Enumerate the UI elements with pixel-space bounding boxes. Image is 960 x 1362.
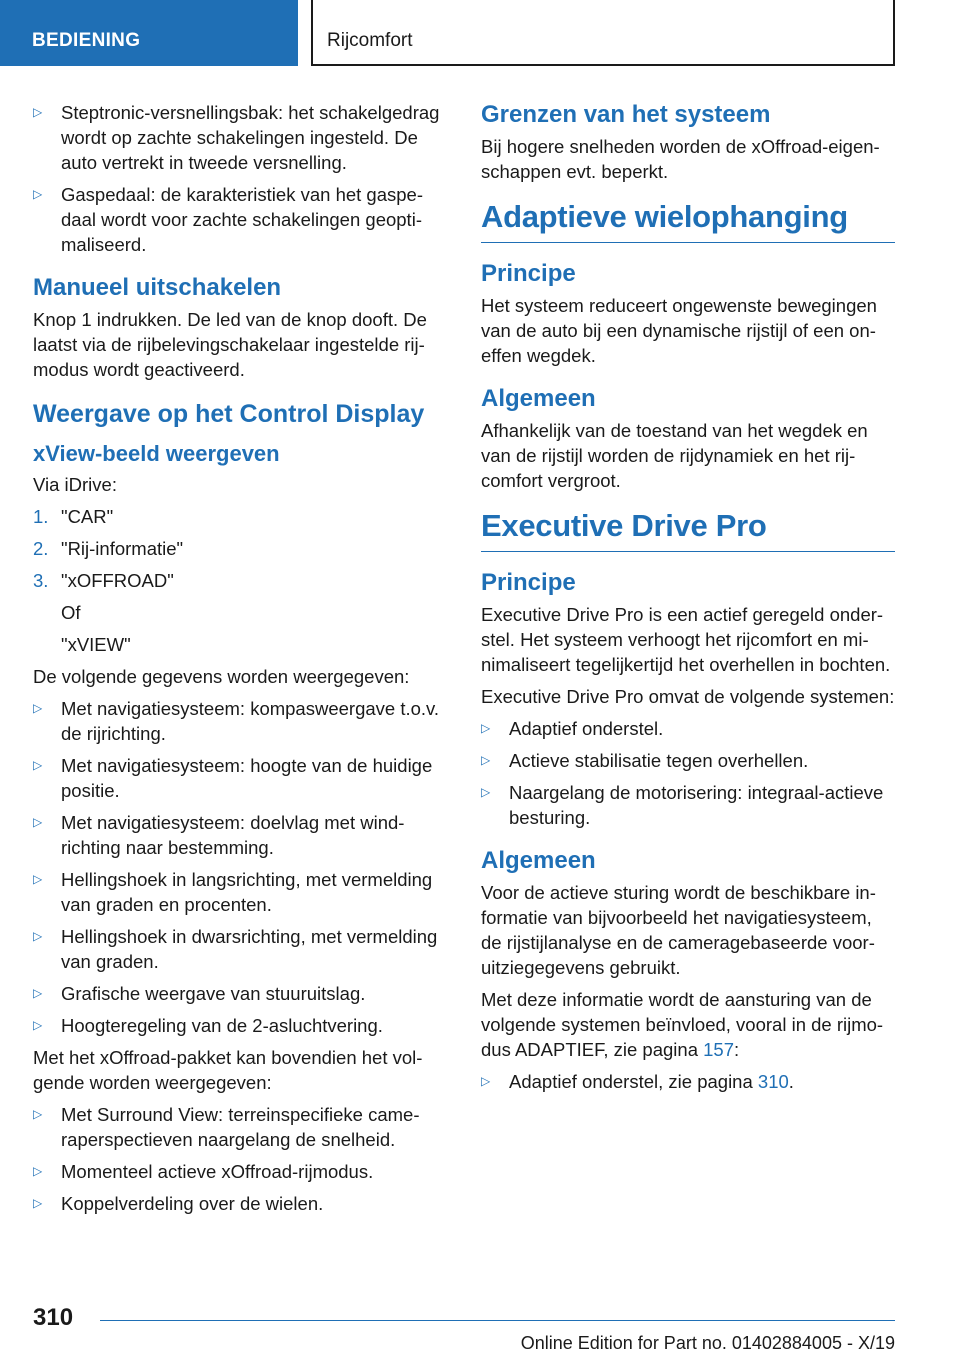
list-item: ▷ Adaptief onderstel.: [481, 718, 664, 739]
triangle-bullet-icon: ▷: [33, 872, 43, 886]
step-number: 3.: [33, 570, 49, 591]
xview-option: "xVIEW": [61, 634, 131, 655]
edp-general-heading: Algemeen: [481, 847, 596, 874]
header-section-label: BEDIENING: [32, 30, 141, 51]
triangle-bullet-icon: ▷: [33, 1164, 43, 1178]
triangle-bullet-icon: ▷: [33, 1107, 43, 1121]
list-item: ▷ Met Surround View: terreinspecifieke cameraperspectieven naargelang de snelheid.: [33, 1104, 420, 1150]
edp-influence-list: [481, 1069, 895, 1094]
footer-text: Online Edition for Part no. 01402884005 - X/19: [520, 1333, 895, 1353]
page-ref-link[interactable]: 157: [703, 1039, 734, 1060]
via-text: Via iDrive:: [33, 474, 117, 495]
step-item: 1. "CAR": [33, 506, 114, 527]
step-number: 1.: [33, 506, 49, 527]
edp-general-text: Voor de actieve sturing wordt de beschikbare informatie van bijvoorbeeld het navigatiesysteem, de rijstijlanalyse en de cameragebaseerde vooruitziegegevens gebruikt.: [481, 882, 876, 978]
edp-principle-text: Executive Drive Pro is een actief geregeld onderstel. Het systeem verhoogt het rijcomfort en minimaliseert tegelijkertijd het overhellen in bochten.: [481, 604, 891, 675]
limits-text: Bij hogere snelheden worden de xOffroad-eigenschappen evt. beperkt.: [481, 136, 880, 182]
list-item: ▷ Hellingshoek in langsrichting, met vermelding van graden en procenten.: [33, 869, 433, 915]
display-heading: Weergave op het Control Display: [33, 400, 425, 428]
header-title: Rijcomfort: [327, 30, 413, 51]
top-bullet-list: [33, 100, 448, 257]
limits-heading: Grenzen van het systeem: [481, 101, 771, 128]
list-item: ▷ Hoogteregeling van de 2-asluchtvering.: [33, 1015, 383, 1036]
triangle-bullet-icon: ▷: [33, 1196, 43, 1210]
triangle-bullet-icon: ▷: [33, 187, 43, 201]
list-item: ▷ Hellingshoek in dwarsrichting, met vermelding van graden.: [33, 926, 438, 972]
list-item: ▷ Met navigatiesysteem: kompasweergave t.o.v. de rijrichting.: [33, 698, 440, 744]
step-number: 2.: [33, 538, 49, 559]
triangle-bullet-icon: ▷: [481, 1074, 491, 1088]
edp-influence-text: Met deze informatie wordt de aansturing van de volgende systemen beïnvloed, vooral in de rijmodus ADAPTIEF, zie pagina 157:: [481, 989, 884, 1060]
triangle-bullet-icon: ▷: [33, 105, 43, 119]
manual-text: Knop 1 indrukken. De led van de knop dooft. De laatst via de rijbelevingschakelaar ingestelde rijmodus wordt geactiveerd.: [33, 309, 427, 380]
list-item: ▷ Gaspedaal: de karakteristiek van het gaspedaal wordt voor zachte schakelingen geoptimaliseerd.: [33, 184, 423, 255]
page-number: 310: [33, 1304, 74, 1331]
list-item: ▷ Steptronic-versnellingsbak: het schakelgedrag wordt op zachte schakelingen ingesteld. De auto vertrekt in tweede versnelling.: [33, 102, 440, 173]
triangle-bullet-icon: ▷: [33, 929, 43, 943]
list-item: ▷ Grafische weergave van stuuruitslag.: [33, 983, 366, 1004]
right-column: [481, 100, 895, 1101]
header-section: [0, 0, 298, 66]
shown-intro: De volgende gegevens worden weergegeven:: [33, 666, 410, 687]
triangle-bullet-icon: ▷: [33, 1018, 43, 1032]
steps-list: [33, 504, 448, 593]
edp-bullet-list: [481, 716, 895, 830]
triangle-bullet-icon: ▷: [33, 701, 43, 715]
triangle-bullet-icon: ▷: [481, 753, 491, 767]
triangle-bullet-icon: ▷: [481, 721, 491, 735]
manual-heading: Manueel uitschakelen: [33, 274, 282, 301]
triangle-bullet-icon: ▷: [481, 785, 491, 799]
xview-heading: xView-beeld weergeven: [33, 441, 280, 466]
step-item: 2. "Rij-informatie": [33, 538, 184, 559]
list-item: ▷ Adaptief onderstel, zie pagina 310.: [481, 1071, 794, 1092]
package-bullet-list: [33, 1102, 448, 1216]
left-column: [33, 100, 448, 1223]
general-text: Afhankelijk van de toestand van het wegdek en van de rijstijl worden de rijdynamiek en het rijcomfort vergroot.: [481, 420, 868, 491]
general-heading: Algemeen: [481, 385, 596, 412]
principle-heading: Principe: [481, 260, 576, 287]
or-text: Of: [61, 602, 81, 623]
shown-bullet-list: [33, 696, 448, 1038]
page-ref-link[interactable]: 310: [757, 1071, 789, 1092]
list-item: ▷ Met navigatiesysteem: hoogte van de huidige positie.: [33, 755, 433, 801]
edp-systems-intro: Executive Drive Pro omvat de volgende systemen:: [481, 686, 895, 707]
triangle-bullet-icon: ▷: [33, 758, 43, 772]
list-item: ▷ Koppelverdeling over de wielen.: [33, 1193, 324, 1214]
step-item: 3. "xOFFROAD": [33, 570, 174, 591]
list-item: ▷ Naargelang de motorisering: integraal-actieve besturing.: [481, 782, 884, 828]
footer-divider: [100, 1320, 895, 1321]
edp-principle-heading: Principe: [481, 569, 576, 596]
triangle-bullet-icon: ▷: [33, 815, 43, 829]
principle-text: Het systeem reduceert ongewenste bewegingen van de auto bij een dynamische rijstijl of een oneffen wegdek.: [481, 295, 877, 366]
list-item: ▷ Met navigatiesysteem: doelvlag met windrichting naar bestemming.: [33, 812, 405, 858]
header-title-box: [311, 0, 895, 66]
list-item: ▷ Momenteel actieve xOffroad-rijmodus.: [33, 1161, 374, 1182]
adaptive-heading: Adaptieve wielophanging: [481, 198, 895, 243]
edp-heading: Executive Drive Pro: [481, 507, 895, 552]
list-item: ▷ Actieve stabilisatie tegen overhellen.: [481, 750, 809, 771]
package-intro: Met het xOffroad-pakket kan bovendien het volgende worden weergegeven:: [33, 1047, 423, 1093]
triangle-bullet-icon: ▷: [33, 986, 43, 1000]
